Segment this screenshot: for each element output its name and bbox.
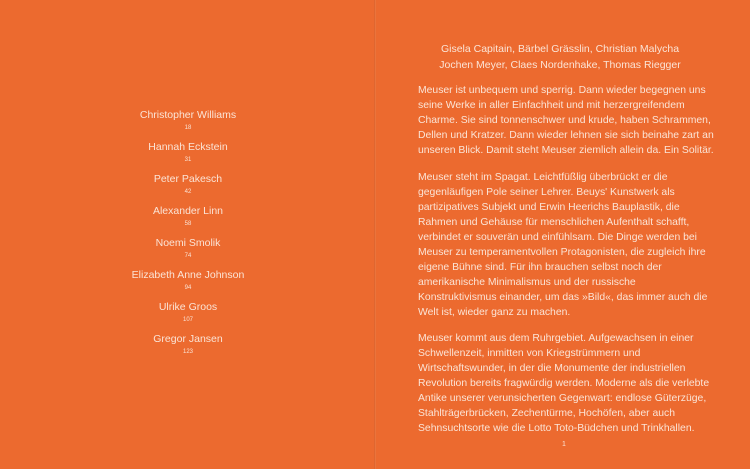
toc-entry	[100, 268, 276, 300]
toc-entry-page: 94	[184, 285, 192, 291]
toc-entry-page: 18	[184, 125, 192, 131]
toc-entry-name: Gregor Jansen	[153, 333, 223, 345]
body-text	[418, 83, 714, 448]
toc-entry	[100, 300, 276, 332]
toc-entry-page: 107	[182, 317, 193, 323]
toc-entry-page: 58	[184, 221, 192, 227]
toc-entry-name: Ulrike Groos	[158, 301, 218, 313]
toc-entry	[100, 204, 276, 236]
toc-entry-name: Peter Pakesch	[153, 173, 223, 185]
toc-entry-page: 42	[184, 189, 192, 195]
toc-entry	[100, 172, 276, 204]
toc-entry-name: Hannah Eckstein	[148, 141, 228, 153]
toc-entry-name: Alexander Linn	[152, 205, 224, 217]
page-gutter	[374, 0, 376, 469]
toc-entry-name: Elizabeth Anne Johnson	[131, 269, 245, 281]
toc-entry-page: 31	[184, 157, 192, 163]
toc-entry-page: 123	[182, 349, 193, 355]
toc-entry-page: 74	[184, 253, 192, 259]
author-line: Jochen Meyer, Claes Nordenhake, Thomas Riegger	[439, 58, 681, 71]
paragraph: Meuser kommt aus dem Ruhrgebiet. Aufgewachsen in einer Schwellenzeit, inmitten von Kriegstrümmern und Wirtschaftswunder, in der die Monumente der industriellen Revolution bereits fragwürdig werden. Moderne als die verlebte Antike unserer verunsicherten Gegenwart: endlose Güterzüge, Stahlträgerbrücken, Zechentürme, Hochöfen, aber auch Sehnsuchtsorte wie die Lotto Toto-Büdchen und Trinkhallen.	[418, 333, 710, 434]
paragraph: Meuser ist unbequem und sperrig. Dann wieder begegnen uns seine Werke in aller Einfachheit und mit herzergreifendem Charme. Sie sind tonnenschwer und krude, haben Schrammen, Dellen und Kratzer. Dann wieder lehnen sie sich beinahe zart an unseren Blick. Damit steht Meuser ziemlich allein da. Ein Solitär.	[418, 85, 714, 156]
toc-entry-name: Christopher Williams	[139, 109, 237, 121]
author-list	[410, 42, 710, 73]
toc-entry-name: Noemi Smolik	[155, 237, 221, 249]
toc-entry	[100, 108, 276, 140]
page-number: 1	[562, 441, 566, 448]
table-of-contents	[100, 108, 276, 364]
author-line: Gisela Capitain, Bärbel Grässlin, Christian Malycha	[440, 43, 680, 55]
toc-entry	[100, 140, 276, 172]
paragraph: Meuser steht im Spagat. Leichtfüßlig überbrückt er die gegenläufigen Pole seiner Lehrer. Beuys' Kunstwerk als partizipatives Subjekt und Erwin Heerichs Bauplastik, die Rahmen und Gehäuse für menschlichen Aufenthalt schafft, verbindet er souverän und einfühlsam. Die Dinge werden bei Meuser zu temperamentvollen Protagonisten, die zugleich ihre eigene Bühne sind. Für ihn brauchen selbst noch der amerikanische Minimalismus und der russische Konstruktivismus einander, um das »Bild«, das immer auch die Welt ist, wieder ganz zu machen.	[418, 171, 708, 318]
toc-entry	[100, 236, 276, 268]
toc-entry	[100, 332, 276, 364]
